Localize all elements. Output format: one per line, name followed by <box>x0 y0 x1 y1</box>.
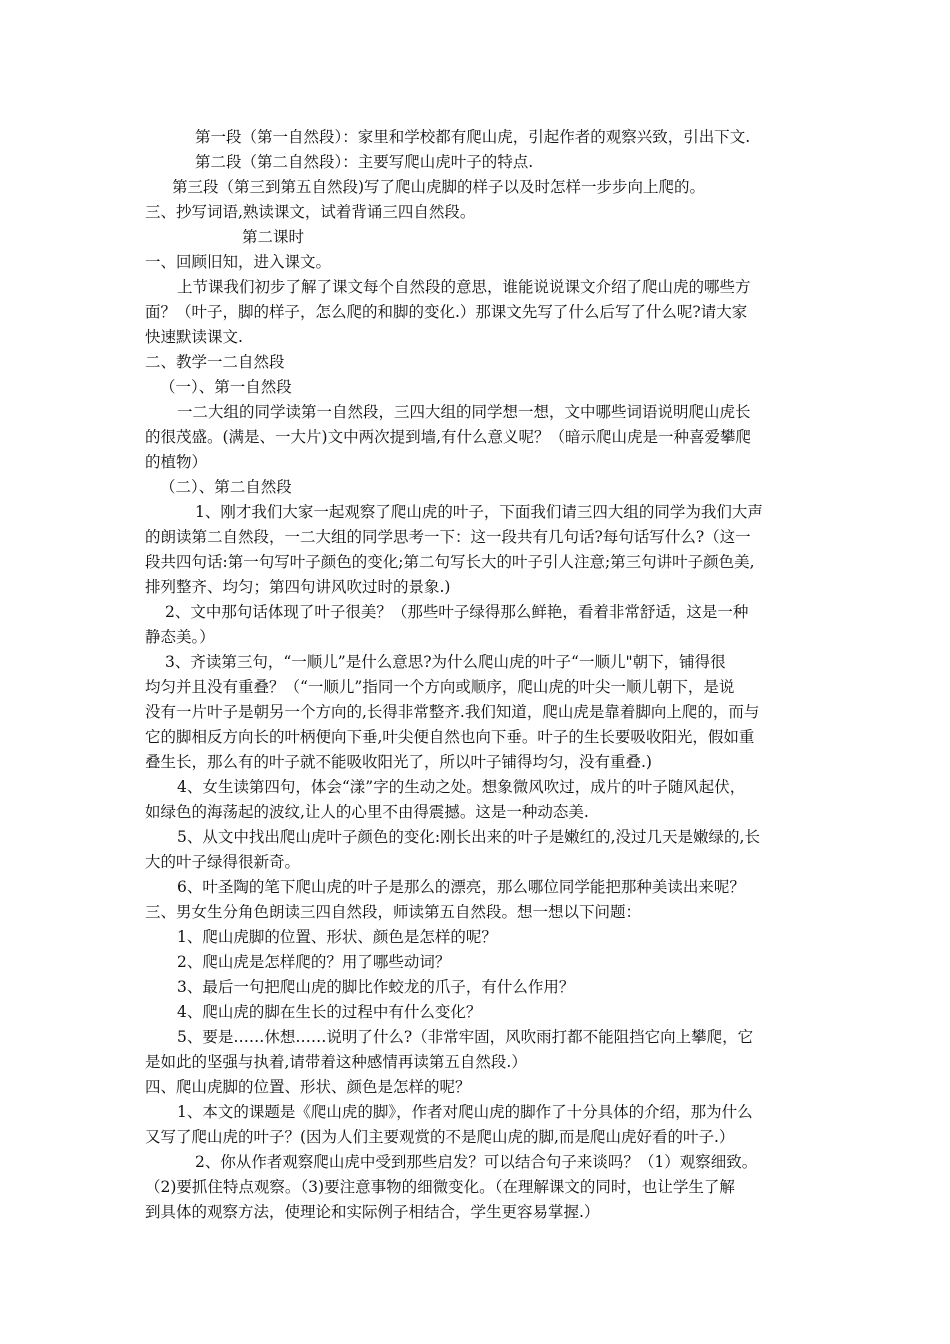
section-heading: 第二课时 <box>242 228 305 246</box>
text-line: 如绿色的海荡起的波纹,让人的心里不由得震撼。这是一种动态美. <box>145 803 589 821</box>
text-line: 它的脚相反方向长的叶柄便向下垂,叶尖便自然也向下垂。叶子的生长要吸收阳光，假如重 <box>145 728 755 746</box>
text-line: 三、男女生分角色朗读三四自然段，师读第五自然段。想一想以下问题： <box>145 903 642 921</box>
text-line: 到具体的观察方法，使理论和实际例子相结合，学生更容易掌握.） <box>145 1203 600 1221</box>
text-line: 面？（叶子，脚的样子，怎么爬的和脚的变化.）那课文先写了什么后写了什么呢?请大家 <box>145 303 748 321</box>
text-line: 6、叶圣陶的笔下爬山虎的叶子是那么的漂亮，那么哪位同学能把那种美读出来呢？ <box>177 878 745 896</box>
text-line: 是如此的坚强与执着,请带着这种感情再读第五自然段.） <box>145 1053 527 1071</box>
text-line: 没有一片叶子是朝另一个方向的,长得非常整齐.我们知道，爬山虎是靠着脚向上爬的，而与 <box>145 703 760 721</box>
text-line: 静态美。） <box>145 628 215 646</box>
text-line: 的很茂盛。(满是、一大片)文中两次提到墙,有什么意义呢？（暗示爬山虎是一种喜爱攀爬 <box>145 428 752 446</box>
text-line: （二）、第二自然段 <box>160 478 292 496</box>
text-line: 2、文中那句话体现了叶子很美？（那些叶子绿得那么鲜艳，看着非常舒适，这是一种 <box>165 603 749 621</box>
text-line: 一、回顾旧知，进入课文。 <box>145 253 332 271</box>
text-line: 5、从文中找出爬山虎叶子颜色的变化:刚长出来的叶子是嫩红的,没过几天是嫩绿的,长 <box>177 828 760 846</box>
text-line: 又写了爬山虎的叶子？(因为人们主要观赏的不是爬山虎的脚,而是爬山虎好看的叶子.） <box>145 1128 735 1146</box>
text-line: 5、要是……休想……说明了什么?（非常牢固，风吹雨打都不能阻挡它向上攀爬，它 <box>177 1028 754 1046</box>
text-line: 快速默读课文. <box>145 328 243 346</box>
text-line: 叠生长，那么有的叶子就不能吸收阳光了，所以叶子铺得均匀，没有重叠.) <box>145 753 652 771</box>
text-line: 均匀并且没有重叠？（“一顺儿”指同一个方向或顺序，爬山虎的叶尖一顺儿朝下，是说 <box>145 678 735 696</box>
text-line: 的朗读第二自然段，一二大组的同学思考一下：这一段共有几句话?每句话写什么?（这一 <box>145 528 751 546</box>
text-line: （2)要抓住特点观察。（3)要注意事物的细微变化。（在理解课文的同时，也让学生了解 <box>145 1178 735 1196</box>
text-line: 2、你从作者观察爬山虎中受到那些启发？可以结合句子来谈吗？（1）观察细致。 <box>195 1153 758 1171</box>
text-line: 第二段（第二自然段）：主要写爬山虎叶子的特点. <box>195 153 534 171</box>
text-line: 第一段（第一自然段）：家里和学校都有爬山虎，引起作者的观察兴致，引出下文. <box>195 128 751 146</box>
text-line: 4、女生读第四句，体会“漾”字的生动之处。想象微风吹过，成片的叶子随风起伏， <box>177 778 746 796</box>
text-line: 排列整齐、均匀；第四句讲风吹过时的景象.) <box>145 578 451 596</box>
text-line: 段共四句话:第一句写叶子颜色的变化;第二句写长大的叶子引人注意;第三句讲叶子颜色美, <box>145 553 755 571</box>
text-line: 二、教学一二自然段 <box>145 353 285 371</box>
text-line: 3、最后一句把爬山虎的脚比作蛟龙的爪子，有什么作用？ <box>177 978 575 996</box>
text-line: 大的叶子绿得很新奇。 <box>145 853 301 871</box>
text-line: 4、爬山虎的脚在生长的过程中有什么变化？ <box>177 1003 482 1021</box>
text-line: 上节课我们初步了解了课文每个自然段的意思，谁能说说课文介绍了爬山虎的哪些方 <box>177 278 751 296</box>
text-line: 一二大组的同学读第一自然段，三四大组的同学想一想，文中哪些词语说明爬山虎长 <box>177 403 751 421</box>
text-line: 1、本文的课题是《爬山虎的脚》，作者对爬山虎的脚作了十分具体的介绍，那为什么 <box>177 1103 753 1121</box>
text-line: 四、爬山虎脚的位置、形状、颜色是怎样的呢？ <box>145 1078 471 1096</box>
text-line: 3、齐读第三句，“一顺儿”是什么意思?为什么爬山虎的叶子“一顺儿"朝下，铺得很 <box>165 653 726 671</box>
text-line: 1、刚才我们大家一起观察了爬山虎的叶子，下面我们请三四大组的同学为我们大声 <box>195 503 763 521</box>
text-line: 第三段（第三到第五自然段)写了爬山虎脚的样子以及时怎样一步步向上爬的。 <box>172 178 706 196</box>
text-line: 2、爬山虎是怎样爬的？用了哪些动词？ <box>177 953 451 971</box>
text-line: 三、抄写词语,熟读课文，试着背诵三四自然段。 <box>145 203 476 221</box>
text-line: （一）、第一自然段 <box>160 378 292 396</box>
text-line: 1、爬山虎脚的位置、形状、颜色是怎样的呢？ <box>177 928 497 946</box>
text-line: 的植物） <box>145 453 208 471</box>
